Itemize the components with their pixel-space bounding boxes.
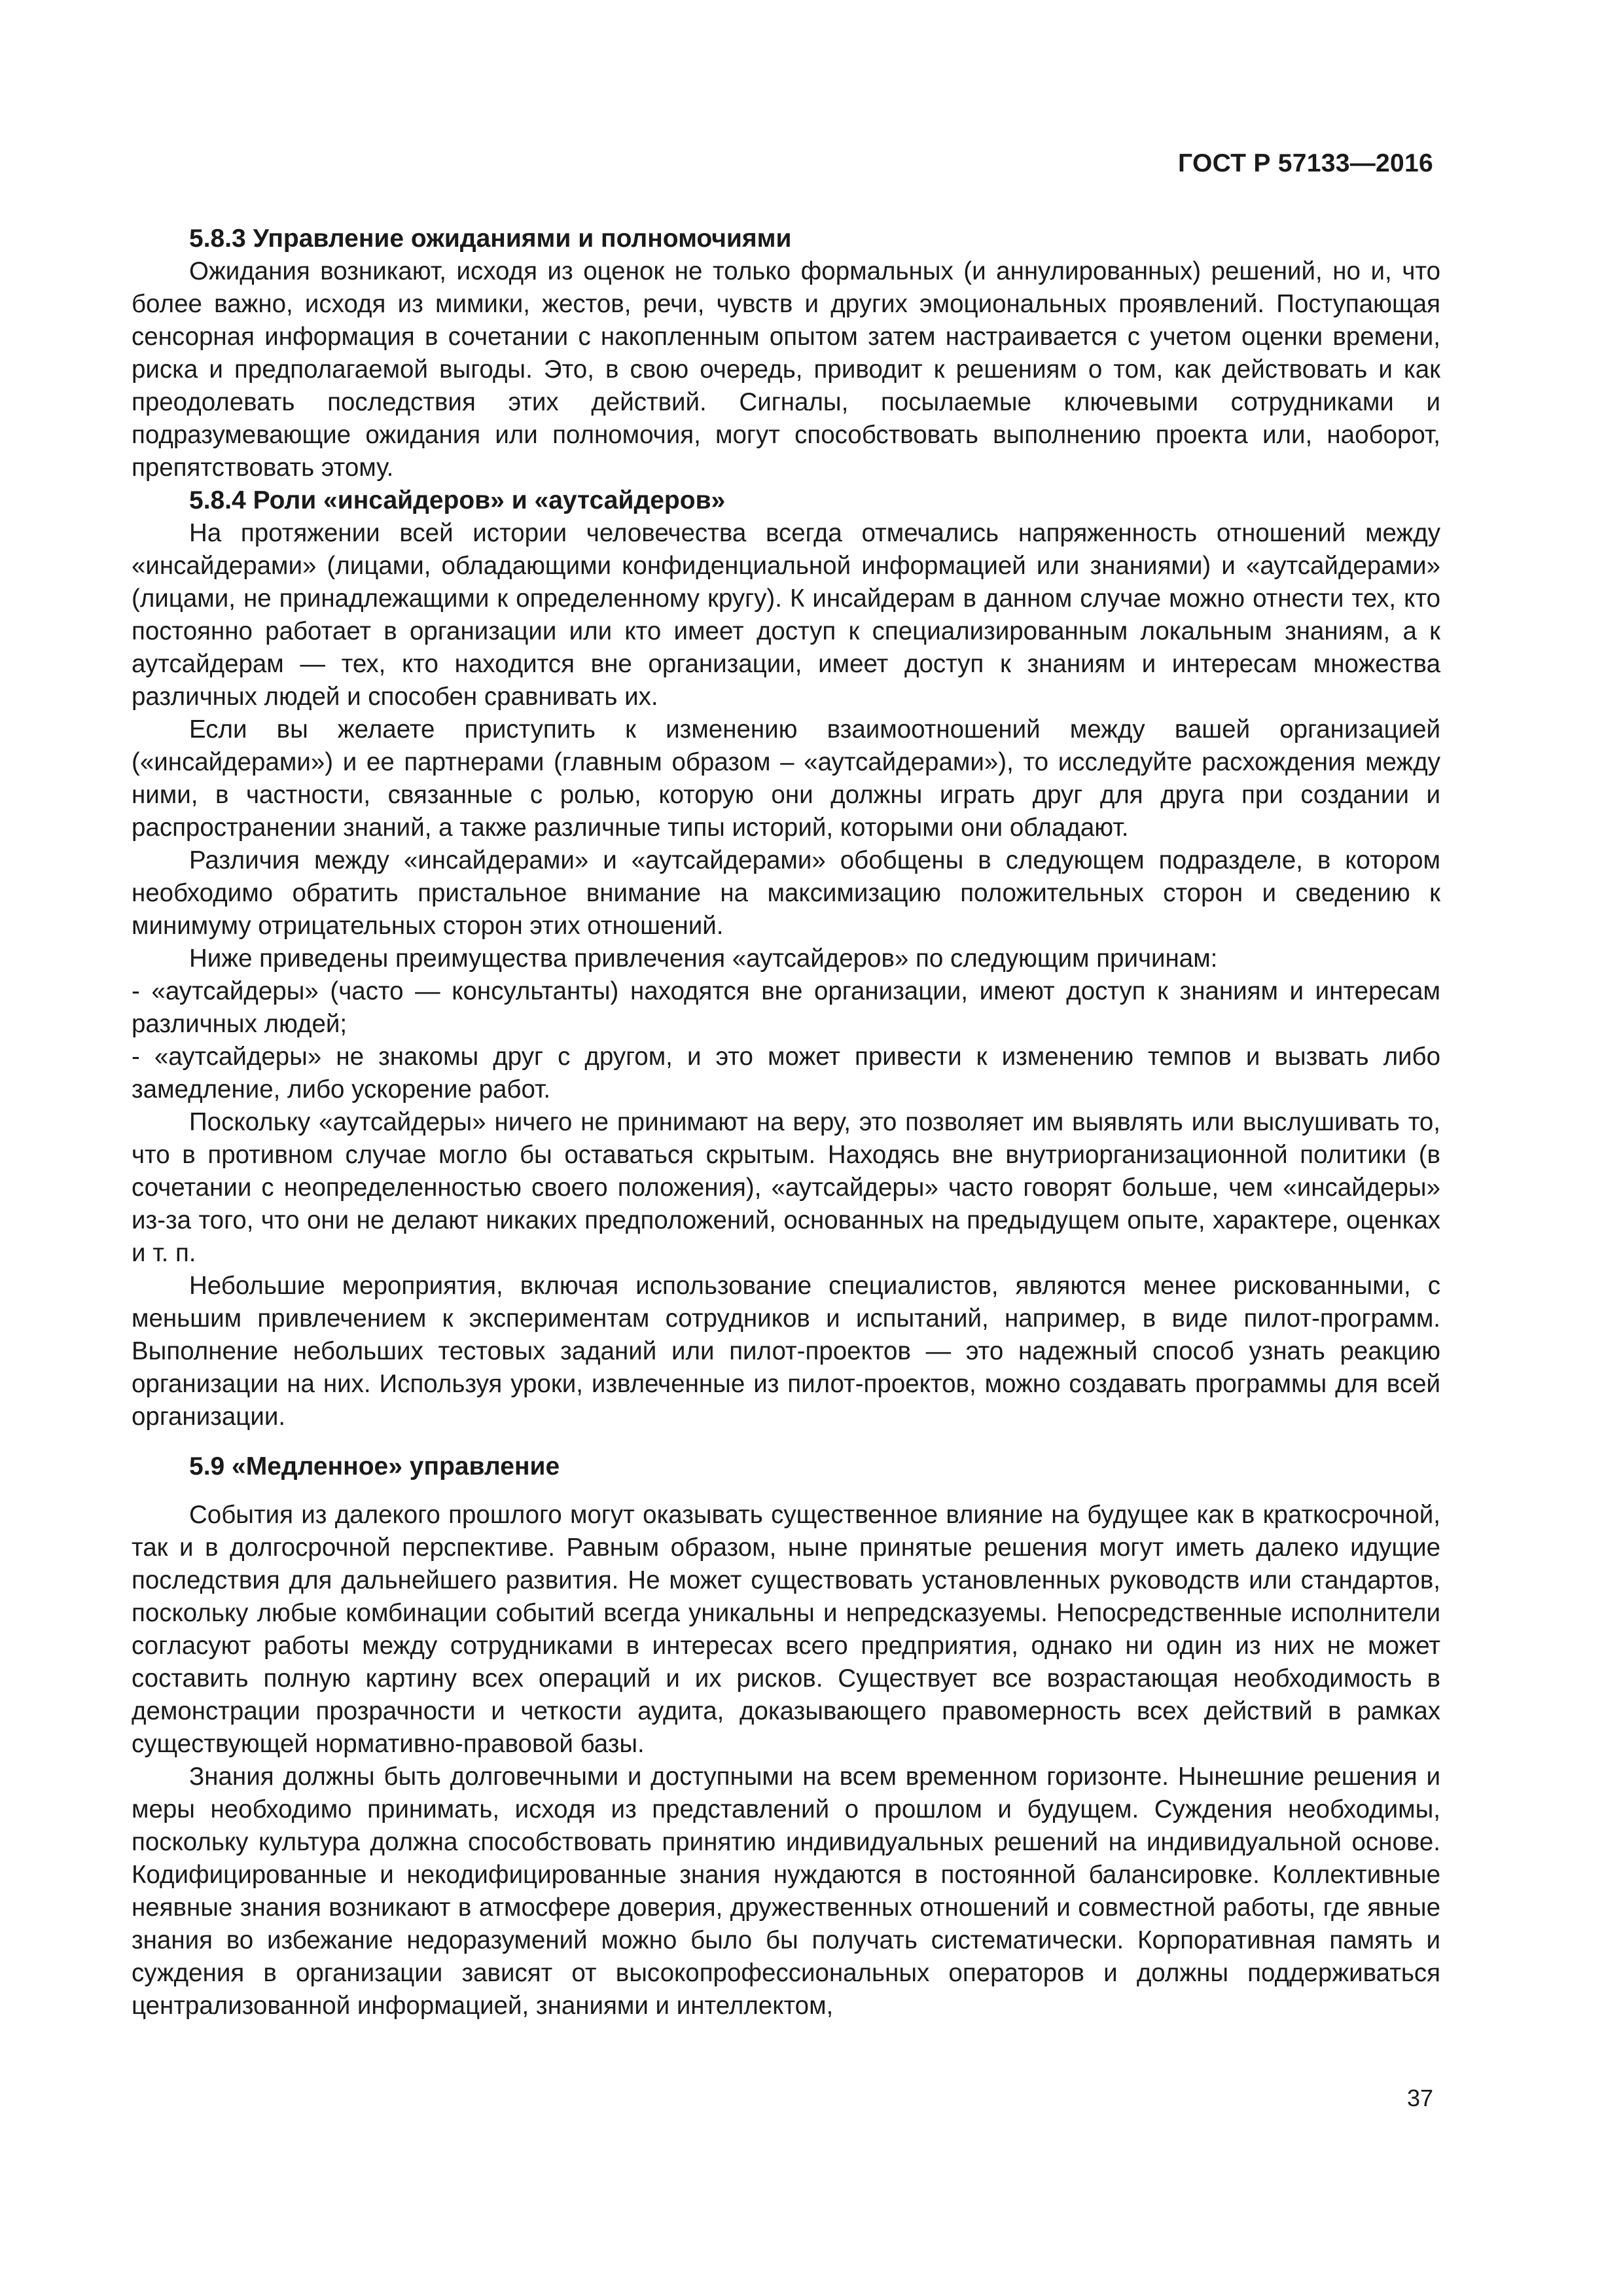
section-heading-5-9: 5.9 «Медленное» управление	[189, 1452, 560, 1480]
page-number: 37	[1406, 2085, 1433, 2111]
paragraph: Знания должны быть долговечными и доступными на всем временном горизонте. Нынешние решения и меры необходимо принимать, исходя из представлений о прошлом и будущем. Суждения необходимы, поскольку культура должна способствовать принятию индивидуальных решений на индивидуальной основе. Кодифицированные и некодифицированные знания нуждаются в постоянной балансировке. Коллективные неявные знания возникают в атмосфере доверия, дружественных отношений и совместной работы, где явные знания во избежание недоразумений можно было бы получать систематически. Корпоративная память и суждения в организации зависят от высокопрофессиональных операторов и должны поддерживаться централизованной информацией, знаниями и интеллектом,	[132, 1763, 1440, 2020]
section-heading-5-8-3: 5.8.3 Управление ожиданиями и полномочиями	[189, 224, 792, 253]
section-heading-5-8-4: 5.8.4 Роли «инсайдеров» и «аутсайдеров»	[189, 486, 726, 514]
list-item: - «аутсайдеры» (часто — консультанты) находятся вне организации, имеют доступ к знаниям и интересам различных людей;	[132, 977, 1440, 1038]
paragraph: Ожидания возникают, исходя из оценок не только формальных (и аннулированных) решений, но и, что более важно, исходя из мимики, жестов, речи, чувств и других эмоциональных проявлений. Поступающая сенсорная информация в сочетании с накопленным опытом затем настраивается с учетом оценки времени, риска и предполагаемой выгоды. Это, в свою очередь, приводит к решениям о том, как действовать и как преодолевать последствия этих действий. Сигналы, посылаемые ключевыми сотрудниками и подразумевающие ожидания или полномочия, могут способствовать выполнению проекта или, наоборот, препятствовать этому.	[132, 257, 1440, 482]
paragraph: Различия между «инсайдерами» и «аутсайдерами» обобщены в следующем подразделе, в котором необходимо обратить пристальное внимание на максимизацию положительных сторон и сведению к минимуму отрицательных сторон этих отношений.	[132, 846, 1440, 940]
paragraph: На протяжении всей истории человечества всегда отмечались напряженность отношений между «инсайдерами» (лицами, обладающими конфиденциальной информацией или знаниями) и «аутсайдерами» (лицами, не принадлежащими к определенному кругу). К инсайдерам в данном случае можно отнести тех, кто постоянно работает в организации или кто имеет доступ к специализированным локальным знаниям, а к аутсайдерам — тех, кто находится вне организации, имеет доступ к знаниям и интересам множества различных людей и способен сравнивать их.	[132, 519, 1440, 711]
paragraph: Если вы желаете приступить к изменению взаимоотношений между вашей организацией («инсайдерами») и ее партнерами (главным образом – «аутсайдерами»), то исследуйте расхождения между ними, в частности, связанные с ролью, которую они должны играть друг для друга при создании и распространении знаний, а также различные типы историй, которыми они обладают.	[132, 715, 1440, 842]
standard-designation: ГОСТ Р 57133—2016	[1178, 149, 1433, 177]
paragraph: Небольшие мероприятия, включая использование специалистов, являются менее рискованными, с меньшим привлечением к экспериментам сотрудников и испытаний, например, в виде пилот-программ. Выполнение небольших тестовых заданий или пилот-проектов — это надежный способ узнать реакцию организации на них. Используя уроки, извлеченные из пилот-проектов, можно создавать программы для всей организации.	[132, 1272, 1440, 1431]
paragraph: События из далекого прошлого могут оказывать существенное влияние на будущее как в краткосрочной, так и в долгосрочной перспективе. Равным образом, ныне принятые решения могут иметь далеко идущие последствия для дальнейшего развития. Не может существовать установленных руководств или стандартов, поскольку любые комбинации событий всегда уникальны и непредсказуемы. Непосредственные исполнители согласуют работы между сотрудниками в интересах всего предприятия, однако ни один из них не может составить полную картину всех операций и их рисков. Существует все возрастающая необходимость в демонстрации прозрачности и четкости аудита, доказывающего правомерность всех действий в рамках существующей нормативно-правовой базы.	[132, 1501, 1440, 1758]
list-item: - «аутсайдеры» не знакомы друг с другом, и это может привести к изменению темпов и вызвать либо замедление, либо ускорение работ.	[132, 1043, 1440, 1103]
paragraph: Ниже приведены преимущества привлечения «аутсайдеров» по следующим причинам:	[189, 944, 1218, 973]
page-body	[132, 223, 1440, 2022]
paragraph: Поскольку «аутсайдеры» ничего не принимают на веру, это позволяет им выявлять или выслушивать то, что в противном случае могло бы оставаться скрытым. Находясь вне внутриорганизационной политики (в сочетании с неопределенностью своего положения), «аутсайдеры» часто говорят больше, чем «инсайдеры» из-за того, что они не делают никаких предположений, основанных на предыдущем опыте, характере, оценках и т. п.	[132, 1108, 1440, 1267]
